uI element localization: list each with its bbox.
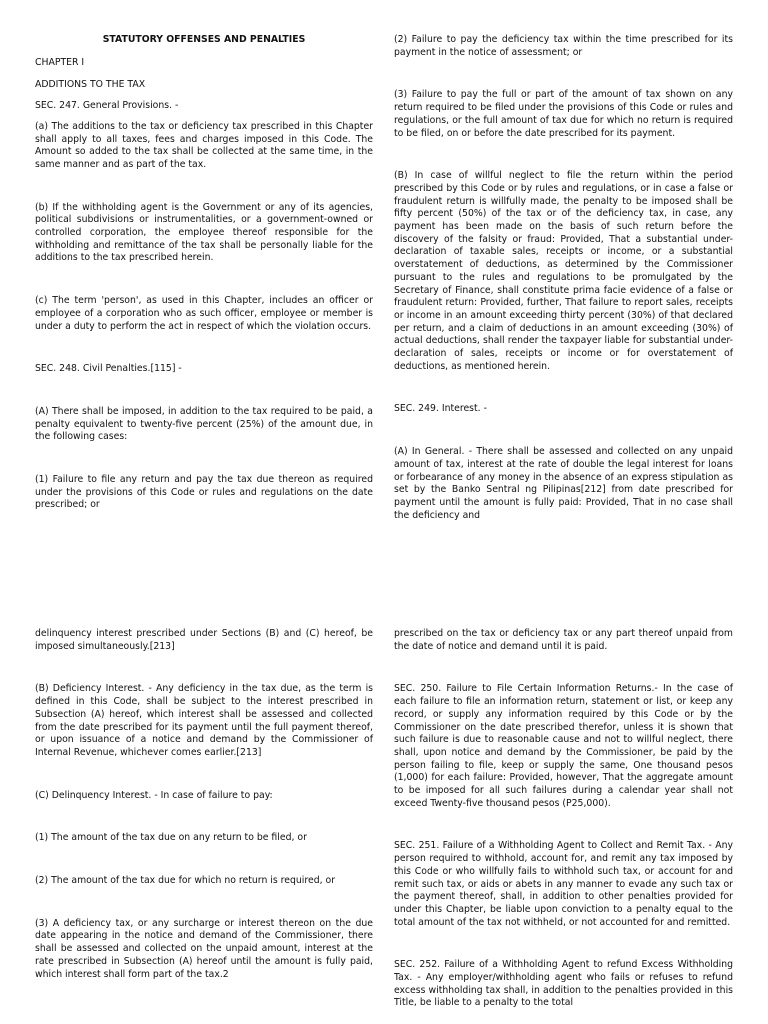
paragraph-248a-2: (2) Failure to pay the deficiency tax within the time prescribed for its payment in the notice of assessment; or bbox=[394, 34, 733, 58]
paragraph-247a: (a) The additions to the tax or deficiency tax prescribed in this Chapter shall apply to all taxes, fees and charges imposed in this Code. The Amount so added to the tax shall be collected at the same time, in the same manner and as part of the tax. bbox=[35, 120, 373, 170]
paragraph-248b: (B) In case of willful neglect to file the return within the period prescribed by this Code or by rules and regulations, or in case a false or fraudulent return is willfully made, the penalty to be imposed shall be fifty percent (50%) of the tax or of the deficiency tax, in case, any payment has been made on the basis of such return before the discovery of the falsity or fraud: Provided, That a substantial under-declaration of taxable sales, receipts or income, or a substantial overstatement of deductions, as determined by the Commissioner pursuant to the rules and regulations to be promulgated by the Secretary of Finance, shall constitute prima facie evidence of a false or fraudulent return: Provided, further, That failure to report sales, receipts or income in an amount exceeding thirty percent (30%) of that declared per return, and a claim of deductions in an amount exceeding (30%) of actual deductions, shall render the taxpayer liable for substantial under-declaration of sales, receipts or income or for overstatement of deductions, as mentioned herein. bbox=[394, 170, 733, 372]
section-250: SEC. 250. Failure to File Certain Information Returns.- In the case of each failure to file an information return, statement or list, or keep any record, or supply any information required by this Code or by the Commissioner on the date prescribed therefor, unless it is shown that such failure is due to reasonable cause and not to willful neglect, there shall, upon notice and demand by the Commissioner, be paid by the person failing to file, keep or supply the same, One thousand pesos (1,000) for each failure: Provided, however, That the aggregate amount to be imposed for all such failures during a calendar year shall not exceed Twenty-five thousand pesos (P25,000). bbox=[394, 683, 733, 809]
section-248-heading: SEC. 248. Civil Penalties.[115] - bbox=[35, 363, 182, 375]
section-252: SEC. 252. Failure of a Withholding Agent to refund Excess Withholding Tax. - Any employer/withholding agent who fails or refuses to refund excess withholding tax shall, in addition to the penalties provided in this Title, be liable to a penalty to the total bbox=[394, 959, 733, 1009]
section-247-heading: SEC. 247. General Provisions. - bbox=[35, 100, 179, 112]
paragraph-249b: (B) Deficiency Interest. - Any deficiency in the tax due, as the term is defined in this Code, shall be subject to the interest prescribed in Subsection (A) hereof, which interest shall be assessed and collected from the date prescribed for its payment until the full payment thereof, or upon issuance of a notice and demand by the Commissioner of Internal Revenue, whichever comes earlier.[213] bbox=[35, 683, 373, 758]
paragraph-249c-cont: prescribed on the tax or deficiency tax or any part thereof unpaid from the date of notice and demand until it is paid. bbox=[394, 628, 733, 652]
page-1-right-column bbox=[394, 0, 733, 522]
paragraph-249a-cont: delinquency interest prescribed under Sections (B) and (C) hereof, be imposed simultaneously.[213] bbox=[35, 628, 373, 652]
chapter-heading: CHAPTER I bbox=[35, 56, 85, 68]
paragraph-247b: (b) If the withholding agent is the Government or any of its agencies, political subdivisions or instrumentalities, or a government-owned or controlled corporation, the employee thereof responsible for the withholding and remittance of the tax shall be personally liable for the additions to the tax prescribed herein. bbox=[35, 201, 373, 264]
paragraph-248a-1: (1) Failure to file any return and pay the tax due thereon as required under the provisions of this Code or rules and regulations on the date prescribed; or bbox=[35, 474, 373, 511]
paragraph-249a: (A) In General. - There shall be assessed and collected on any unpaid amount of tax, interest at the rate of double the legal interest for loans or forbearance of any money in the absence of an express stipulation as set by the Banko Sentral ng Pilipinas[212] from date prescribed for payment until the amount is fully paid: Provided, That in no case shall the deficiency and bbox=[394, 446, 733, 521]
document-page-2 bbox=[0, 620, 768, 1024]
paragraph-248a-3: (3) Failure to pay the full or part of the amount of tax shown on any return required to be filed under the provisions of this Code or rules and regulations, or the full amount of tax due for which no return is required to be filed, on or before the date prescribed for its payment. bbox=[394, 89, 733, 139]
section-249-heading: SEC. 249. Interest. - bbox=[394, 403, 487, 415]
page-2-right-column bbox=[394, 620, 733, 1010]
paragraph-249c-1: (1) The amount of the tax due on any return to be filed, or bbox=[35, 832, 307, 844]
page-2-left-column bbox=[35, 620, 373, 981]
paragraph-248a: (A) There shall be imposed, in addition to the tax required to be paid, a penalty equivalent to twenty-five percent (25%) of the amount due, in the following cases: bbox=[35, 405, 373, 443]
paragraph-247c: (c) The term 'person', as used in this Chapter, includes an officer or employee of a corporation who as such officer, employee or member is under a duty to perform the act in respect of which the violation occurs. bbox=[35, 295, 373, 332]
page-1-left-column bbox=[35, 0, 373, 512]
section-251: SEC. 251. Failure of a Withholding Agent to Collect and Remit Tax. - Any person required to withhold, account for, and remit any tax imposed by this Code or who willfully fails to withhold such tax, or account for and remit such tax, or aids or abets in any manner to evade any such tax or the payment thereof, shall, in addition to other penalties provided for under this Chapter, be liable upon conviction to a penalty equal to the total amount of the tax not withheld, or not accounted for and remitted. bbox=[394, 840, 733, 928]
document-title: STATUTORY OFFENSES AND PENALTIES bbox=[102, 34, 306, 45]
chapter-title: ADDITIONS TO THE TAX bbox=[35, 79, 146, 91]
paragraph-249c: (C) Delinquency Interest. - In case of failure to pay: bbox=[35, 789, 273, 801]
paragraph-249c-3: (3) A deficiency tax, or any surcharge or interest thereon on the due date appearing in the notice and demand of the Commissioner, there shall be assessed and collected on the unpaid amount, interest at the rate prescribed in Subsection (A) hereof until the amount is fully paid, which interest shall form part of the tax.2 bbox=[35, 917, 373, 980]
paragraph-249c-2: (2) The amount of the tax due for which no return is required, or bbox=[35, 875, 336, 887]
